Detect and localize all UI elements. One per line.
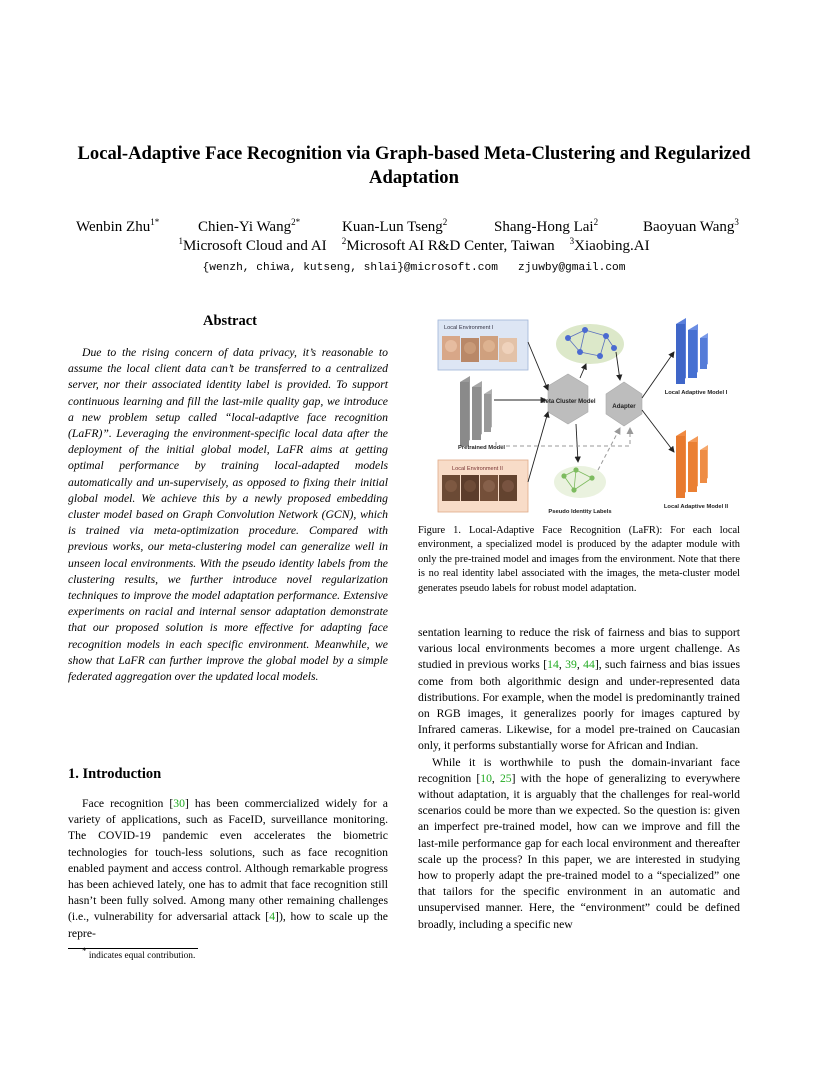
paper-title: Local-Adaptive Face Recognition via Graph-based Meta-Clustering and Regularized Adaptation — [77, 143, 751, 188]
intro-paragraph: Face recognition [30] has been commercialized widely for a variety of applications, such as FaceID, surveillance monitoring. The COVID-19 pandemic even accelerates the biometric technologies for touch-less solutions, such as face recognition enabled payment and access control. Although remarkable progress has been achieved lately, one has to admit that face recognition still hasn’t been fully solved. Among many other remaining challenges (i.e., vulnerability for adversarial attack [4]), how to scale up the repre- — [68, 797, 388, 940]
footnote: * indicates equal contribution. — [82, 946, 196, 962]
local-adaptive-model-1-label: Local Adaptive Model I — [664, 390, 728, 396]
author-emails: {wenzh, chiwa, kutseng, shlai}@microsoft.com zjuwby@gmail.com — [202, 262, 626, 274]
local-adaptive-model-2-icon — [676, 430, 708, 498]
adapter-label: Adapter — [612, 403, 636, 410]
local-adaptive-model-2-label: Local Adaptive Model II — [663, 504, 729, 510]
affiliation-3: Xiaobing.AI — [574, 238, 650, 254]
citation-link[interactable]: 14 — [547, 658, 559, 672]
affiliation-2: Microsoft AI R&D Center, Taiwan — [346, 238, 555, 254]
section-heading-introduction: 1. Introduction — [68, 766, 162, 782]
author-5: Baoyuan Wang$^3$ — [643, 217, 739, 235]
affiliations: $^1$Microsoft Cloud and AI $^2$Microsoft AI R&D Center, Taiwan $^3$Xiaobing.AI — [178, 236, 650, 254]
citation-link[interactable]: 25 — [499, 771, 512, 785]
author-1: Wenbin Zhu$^{1*}$ — [76, 217, 160, 235]
author-4: Shang-Hong Lai$^2$ — [494, 217, 599, 235]
pretrained-model-icon — [460, 376, 492, 446]
citation-link[interactable]: 30 — [173, 797, 185, 810]
citation-link[interactable]: 39 — [565, 658, 577, 672]
right-paragraph-1: sentation learning to reduce the risk of fairness and bias to support various local environments becomes a more urgent challenge. As studied in previous works [14, 39, 44], such fairness and bias issues come from both algorithmic design and under-represented data distributions. For example, when the model is predominantly trained on RGB images, it generalizes poorly for images captured by Infrared cameras. Likewise, for a model pre-trained on Caucasian only, it performs substantially worse for African and Indian. — [418, 626, 740, 753]
footnote-rule — [68, 948, 198, 949]
citation-link[interactable]: 44 — [583, 658, 595, 672]
local-environment-2-label: Local Environment II — [452, 466, 503, 472]
figure-1-diagram — [430, 312, 740, 522]
citation-link[interactable]: 10 — [480, 771, 492, 785]
affiliation-1: Microsoft Cloud and AI — [182, 238, 327, 254]
pretrained-model-label: Pretrained Model — [458, 445, 506, 451]
identity-graph-env1 — [556, 324, 624, 364]
local-adaptive-model-1-icon — [676, 318, 708, 384]
author-2: Chien-Yi Wang$^{2*}$ — [198, 217, 301, 235]
local-environment-1-label: Local Environment I — [444, 325, 494, 331]
right-column-body — [418, 625, 740, 933]
abstract-heading: Abstract — [203, 313, 257, 329]
meta-cluster-model-label: Meta Cluster Model — [540, 399, 596, 405]
pseudo-identity-labels-label: Pseudo Identity Labels — [548, 509, 612, 515]
author-3: Kuan-Lun Tseng$^2$ — [342, 217, 448, 235]
identity-graph-env2 — [554, 466, 606, 498]
figure-1-caption: Figure 1. Local-Adaptive Face Recognition (LaFR): For each local environment, a specialized model is produced by the adapter module with only the pre-trained model and images from the environment. Note that there is no real identity label associated with the images, the meta-cluster model generates pseudo labels for robust model adaptation. — [418, 525, 740, 594]
citation-link[interactable]: 4 — [269, 910, 276, 924]
abstract-body: Due to the rising concern of data privacy, it’s reasonable to assume the local client data can’t be transferred to a centralized server, nor their associated identity label is provided. To support continuous learning and fill the last-mile quality gap, we introduce a new problem setup called “local-adaptive face recognition (LaFR)”. Leveraging the environment-specific local data after the deployment of the initial global model, LaFR aims at getting optimal performance by training local-adapted models automatically and un-supervisely, as opposed to fixing their initial global model. We achieve this by a newly proposed embedding cluster model based on Graph Convolution Network (GCN), which is trained via meta-optimization procedure. Compared with previous works, our meta-clustering model can generalize well in unseen local environments. With the pseudo identity labels from the clustering results, we further introduce novel regularization techniques to improve the model adaptation performance. Extensive experiments on racial and internal sensor adaptation demonstrate that our proposed solution is more effective for adapting face recognition models in each specific environment. Meanwhile, we show that LaFR can further improve the global model by a simple federated aggregation over the updated local models. — [68, 346, 388, 684]
right-paragraph-2: While it is worthwhile to push the domain-invariant face recognition [10, 25] with the hope of generalizing to everywhere without adaptation, it is arguably that the challenges for real-world scenarios could be more than we expected. So the question is: given an imperfect pre-trained model, how can we improve and fill the last-mile performance gap for each local environment and thereafter scale up the process? In this paper, we are interested in studying how to properly adapt the pre-trained model to a “specialized” one that tailors for the specific environment in an automatic and unsupervised manner. Here, the “environment” could be defined broadly, including a specific new — [418, 755, 741, 931]
